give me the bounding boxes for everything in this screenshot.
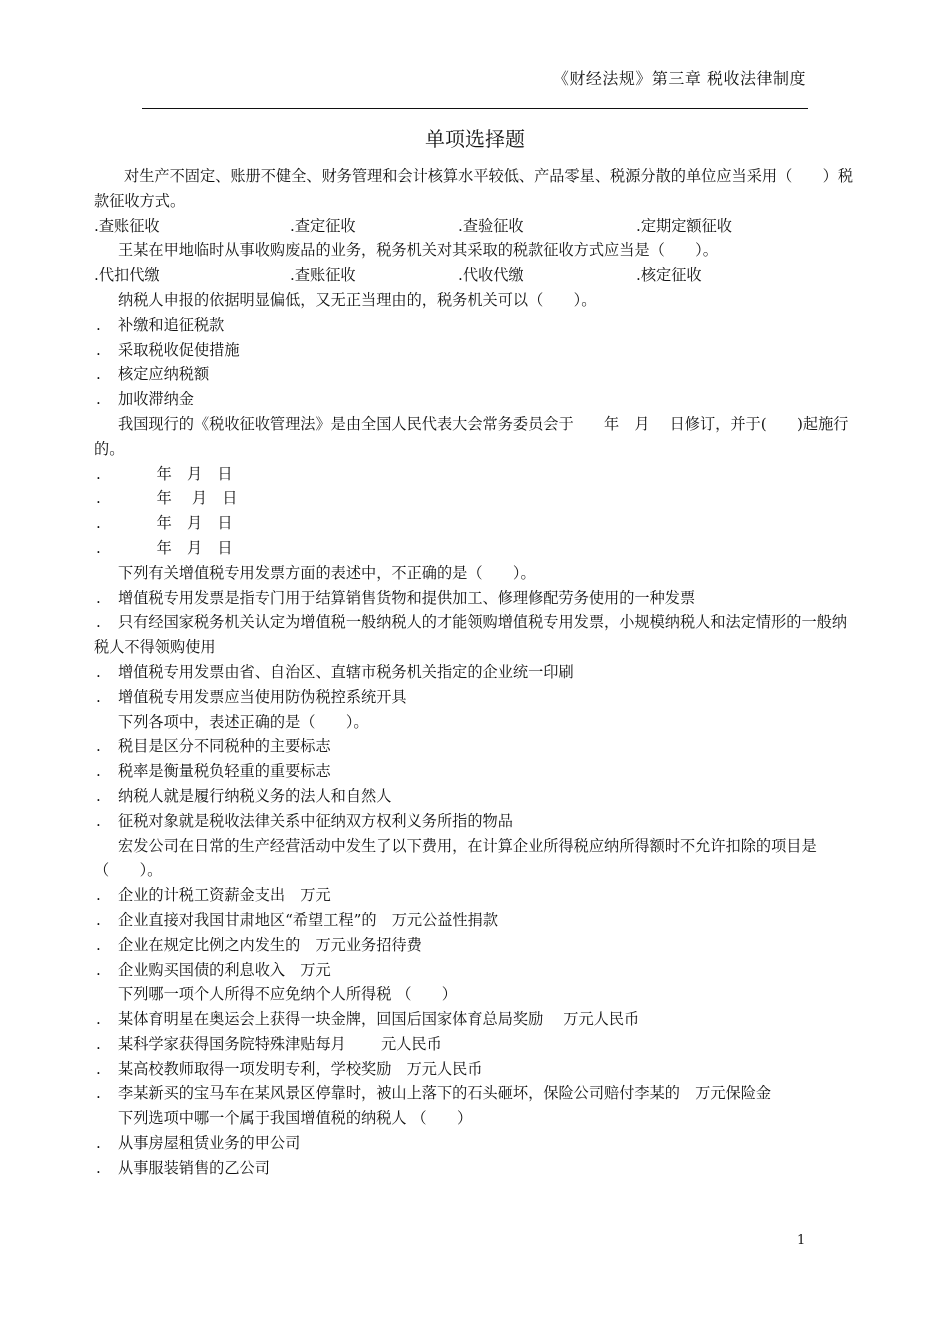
question-2-options (94, 263, 860, 288)
option-d: . 加收滞纳金 (96, 390, 194, 409)
option-c: . 年 月 日 (96, 514, 233, 533)
question-9-stem: 下列选项中哪一个属于我国增值税的纳税人 （ ） (118, 1109, 473, 1128)
question-3-stem: 纳税人申报的依据明显偏低，又无正当理由的，税务机关可以（ ）。 (118, 290, 597, 309)
question-4-stem: 我国现行的《税收征收管理法》是由全国人民代表大会常务委员会于 年 月 日修订，并于( )起施行的。 (94, 414, 849, 458)
section-title: 单项选择题 (425, 127, 525, 151)
header-rule (142, 108, 808, 109)
option-d: .核定征收 (636, 266, 702, 285)
option-a: . 某体育明星在奥运会上获得一块金牌，回国后国家体育总局奖励 万元人民币 (96, 1010, 640, 1029)
option-d: . 企业购买国债的利息收入 万元 (96, 960, 331, 979)
option-a: . 增值税专用发票是指专门用于结算销售货物和提供加工、修理修配劳务使用的一种发票 (96, 588, 696, 607)
option-a: . 企业的计税工资薪金支出 万元 (96, 886, 331, 905)
option-b: . 税率是衡量税负轻重的重要标志 (96, 762, 331, 781)
option-a: . 税目是区分不同税种的主要标志 (96, 737, 331, 756)
option-d: . 李某新买的宝马车在某风景区停靠时，被山上落下的石头砸坏，保险公司赔付李某的 万元保险金 (96, 1084, 772, 1103)
option-b: . 某科学家获得国务院特殊津贴每月 元人民币 (96, 1034, 442, 1053)
option-b: . 企业直接对我国甘肃地区“希望工程”的 万元公益性捐款 (96, 910, 499, 929)
question-5-stem: 下列有关增值税专用发票方面的表述中，不正确的是（ ）。 (118, 563, 536, 582)
option-d: .定期定额征收 (636, 216, 732, 235)
option-d: . 年 月 日 (96, 538, 233, 557)
option-c: . 增值税专用发票由省、自治区、直辖市税务机关指定的企业统一印刷 (96, 662, 574, 681)
option-c: . 企业在规定比例之内发生的 万元业务招待费 (96, 935, 422, 954)
option-c: .查验征收 (458, 216, 524, 235)
option-a: . 年 月 日 (96, 464, 233, 483)
running-header: 《财经法规》第三章 税收法律制度 (552, 69, 806, 88)
option-c: . 核定应纳税额 (96, 365, 210, 384)
option-a: . 从事房屋租赁业务的甲公司 (96, 1134, 301, 1153)
option-d: . 增值税专用发票应当使用防伪税控系统开具 (96, 687, 407, 706)
page-number: 1 (797, 1233, 806, 1248)
option-b: . 年 月 日 (96, 489, 238, 508)
option-a: .查账征收 (94, 216, 160, 235)
question-list (94, 164, 860, 1181)
option-b: . 从事服装销售的乙公司 (96, 1158, 270, 1177)
option-b: .查定征收 (290, 216, 356, 235)
question-1-options (94, 214, 860, 239)
question-2-stem: 王某在甲地临时从事收购废品的业务，税务机关对其采取的税款征收方式应当是（ ）。 (118, 241, 718, 260)
option-d: . 征税对象就是税收法律关系中征纳双方权利义务所指的物品 (96, 811, 513, 830)
question-8-stem: 下列哪一项个人所得不应免纳个人所得税 （ ） (118, 985, 457, 1004)
question-6-stem: 下列各项中，表述正确的是（ ）。 (118, 712, 369, 731)
option-c: . 纳税人就是履行纳税义务的法人和自然人 (96, 786, 392, 805)
option-b: . 采取税收促使措施 (96, 340, 240, 359)
option-c: . 某高校教师取得一项发明专利，学校奖励 万元人民币 (96, 1059, 483, 1078)
option-a: .代扣代缴 (94, 266, 160, 285)
option-b: . 只有经国家税务机关认定为增值税一般纳税人的才能领购增值税专用发票，小规模纳税人和法定情形的一般纳税人不得领购使用 (94, 613, 847, 657)
option-c: .代收代缴 (458, 266, 524, 285)
question-7-stem: 宏发公司在日常的生产经营活动中发生了以下费用，在计算企业所得税应纳所得额时不允许扣除的项目是（ ）。 (94, 836, 817, 880)
option-a: . 补缴和追征税款 (96, 315, 225, 334)
question-1-stem: 对生产不固定、账册不健全、财务管理和会计核算水平较低、产品零星、税源分散的单位应当采用（ ）税款征收方式。 (94, 167, 853, 210)
option-b: .查账征收 (290, 266, 356, 285)
